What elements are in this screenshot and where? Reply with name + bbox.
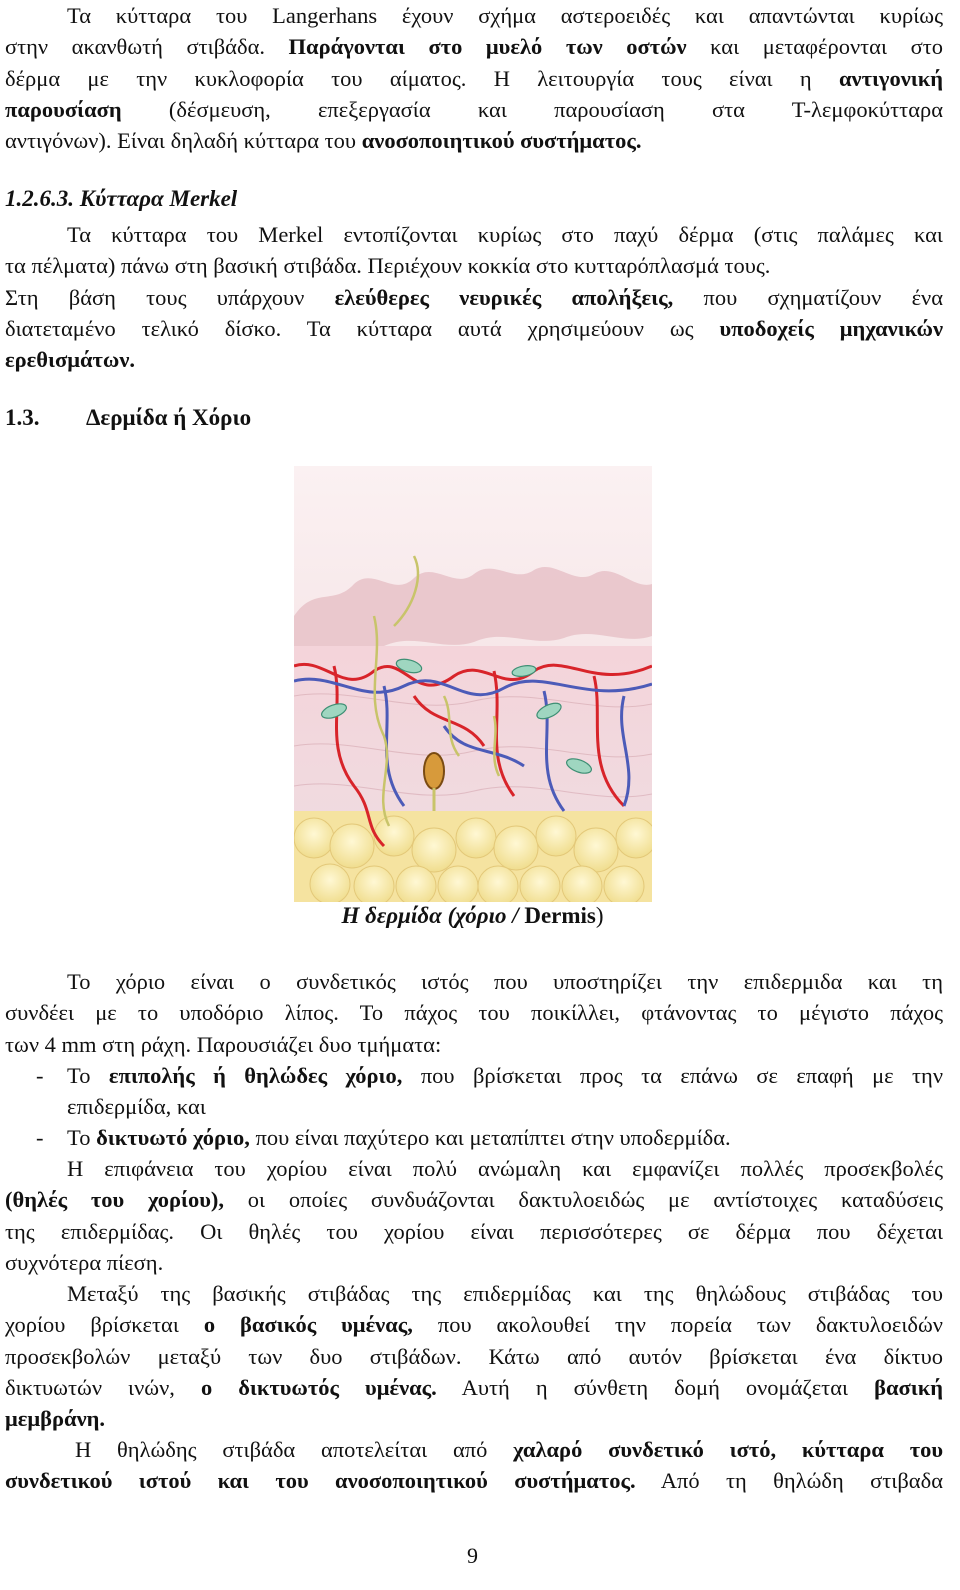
text-line: Το δικτυωτό χόριο, που είναι παχύτερο και μεταπίπτει στην υποδερμίδα. bbox=[67, 1125, 731, 1150]
text-line: στην ακανθωτή στιβάδα. Παράγονται στο μυελό των οστών και μεταφέρονται στο bbox=[5, 34, 943, 60]
text-line: συνδετικού ιστού και του ανοσοποιητικού συστήματος. Από τη θηλώδη στιβαδα bbox=[5, 1468, 943, 1494]
text-line: μεμβράνη. bbox=[5, 1406, 106, 1432]
text-line: Η επιφάνεια του χορίου είναι πολύ ανώμαλη και εμφανίζει πολλές προσεκβολές bbox=[67, 1156, 943, 1181]
text-line: (θηλές του χορίου), οι οποίες συνδυάζονται δακτυλοειδώς με αντίστοιχες καταδύσεις bbox=[5, 1187, 944, 1213]
text-line: Η θηλώδης στιβάδα αποτελείται από χαλαρό συνδετικό ιστό, κύτταρα του bbox=[75, 1437, 943, 1462]
paragraph-papillary-layer bbox=[5, 1434, 943, 1497]
text-line: Στη βάση τους υπάρχουν ελεύθερες νευρικές απολήξεις, που σχηματίζουν ένα bbox=[5, 284, 943, 310]
text-line: των 4 mm στη ράχη. Παρουσιάζει δυο τμήματα: bbox=[5, 1031, 442, 1057]
text-line: Τα κύτταρα του Merkel εντοπίζονται κυρίως στο παχύ δέρμα (στις παλάμες και bbox=[67, 222, 943, 247]
text-line: της επιδερμίδας. Οι θηλές του χορίου είναι περισσότερες σε δέρμα που δέχεται bbox=[5, 1218, 943, 1244]
paragraph-merkel bbox=[5, 219, 943, 375]
paragraph-basement-membrane bbox=[5, 1278, 943, 1434]
bullet-item-papillary bbox=[67, 1060, 943, 1123]
text-line: παρουσίαση (δέσμευση, επεξεργασία και παρουσίαση στα Τ-λεμφοκύτταρα bbox=[5, 96, 943, 122]
bullet-dash: - bbox=[36, 1125, 44, 1150]
text-line: τα πέλματα) πάνω στη βασική στιβάδα. Περιέχουν κοκκία στο κυτταρόπλασμά τους. bbox=[5, 253, 771, 279]
text-line: αντιγόνων). Είναι δηλαδή κύτταρα του ανοσοποιητικού συστήματος. bbox=[5, 128, 642, 154]
text-line: επιδερμίδα, και bbox=[67, 1094, 206, 1120]
bullet-item-reticular bbox=[67, 1122, 943, 1153]
text-line: Το επιπολής ή θηλώδες χόριο, που βρίσκεται προς τα επάνω σε επαφή με την bbox=[67, 1063, 943, 1088]
text-line: συχνότερα πίεση. bbox=[5, 1249, 164, 1275]
section-heading-dermis: Δερμίδα ή Χόριο bbox=[86, 405, 252, 430]
text-line: συνδέει με το υποδόριο λίπος. Το πάχος του ποικίλλει, φτάνοντας το μέγιστο πάχος bbox=[5, 1000, 943, 1026]
paragraph-papillae bbox=[5, 1153, 943, 1278]
figure-caption: Η δερμίδα (χόριο / Dermis) bbox=[341, 903, 604, 928]
text-line: Τα κύτταρα του Langerhans έχουν σχήμα αστεροειδές και απαντώνται κυρίως bbox=[67, 3, 943, 28]
paragraph-dermis-intro bbox=[5, 966, 943, 1060]
paragraph-langerhans bbox=[5, 0, 943, 156]
text-line: δέρμα με την κυκλοφορία του αίματος. Η λειτουργία τους είναι η αντιγονική bbox=[5, 65, 943, 91]
text-line: διατεταμένο τελικό δίσκο. Τα κύτταρα αυτά χρησιμεύουν ως υποδοχείς μηχανικών bbox=[5, 315, 943, 341]
text-line: χορίου βρίσκεται ο βασικός υμένας, που ακολουθεί την πορεία των δακτυλοειδών bbox=[5, 1312, 943, 1338]
page-number: 9 bbox=[467, 1543, 478, 1568]
section-heading-merkel: 1.2.6.3. Κύτταρα Merkel bbox=[5, 186, 238, 211]
text-line: Το χόριο είναι ο συνδετικός ιστός που υποστηρίζει την επιδερμιδα και τη bbox=[67, 969, 943, 994]
text-line: ερεθισμάτων. bbox=[5, 347, 136, 373]
dermis-illustration bbox=[294, 466, 652, 902]
bullet-dash: - bbox=[36, 1063, 44, 1088]
section-number: 1.3. bbox=[5, 405, 40, 430]
text-line: δικτυωτών ινών, ο δικτυωτός υμένας. Αυτή η σύνθετη δομή ονομάζεται βασική bbox=[5, 1374, 943, 1400]
text-line: Μεταξύ της βασικής στιβάδας της επιδερμίδας και της θηλώδους στιβάδας του bbox=[67, 1281, 943, 1306]
text-line: προσεκβολών μεταξύ των δυο στιβάδων. Κάτω από αυτόν βρίσκεται ένα δίκτυο bbox=[5, 1343, 943, 1369]
